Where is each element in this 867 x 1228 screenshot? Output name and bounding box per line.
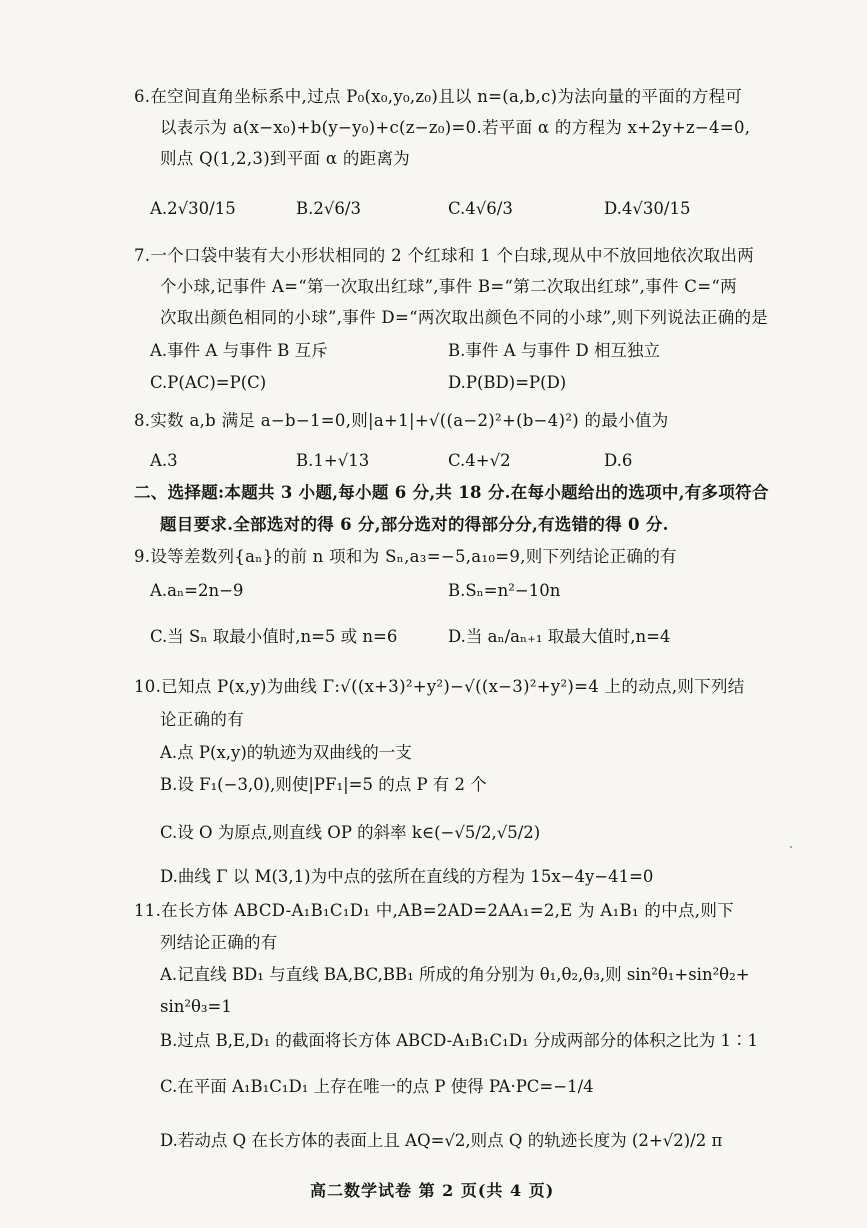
page-footer: 高二数学试卷 第 2 页(共 4 页): [310, 1181, 555, 1200]
q9-option-b: B.Sₙ=n²−10n: [448, 581, 561, 600]
q8-option-c: C.4+√2: [448, 451, 511, 470]
q8-line1: 8.实数 a,b 满足 a−b−1=0,则|a+1|+√((a−2)²+(b−4)²) 的最小值为: [134, 411, 669, 430]
q11-option-b: B.过点 B,E,D₁ 的截面将长方体 ABCD-A₁B₁C₁D₁ 分成两部分的体积之比为 1∶1: [160, 1031, 759, 1050]
q6-option-c: C.4√6/3: [448, 199, 513, 218]
q10-option-d: D.曲线 Γ 以 M(3,1)为中点的弦所在直线的方程为 15x−4y−41=0: [160, 867, 654, 886]
q6-line3: 则点 Q(1,2,3)到平面 α 的距离为: [160, 149, 411, 168]
q10-option-c: C.设 O 为原点,则直线 OP 的斜率 k∈(−√5/2,√5/2): [160, 823, 541, 842]
section2-line2: 题目要求.全部选对的得 6 分,部分选对的得部分分,有选错的得 0 分.: [160, 515, 669, 534]
q8-option-d: D.6: [604, 451, 633, 470]
q9-line1: 9.设等差数列{aₙ}的前 n 项和为 Sₙ,a₃=−5,a₁₀=9,则下列结论正确的有: [134, 547, 677, 566]
section2-line1: 二、选择题:本题共 3 小题,每小题 6 分,共 18 分.在每小题给出的选项中,有多项符合: [134, 483, 769, 502]
q7-option-b: B.事件 A 与事件 D 相互独立: [448, 341, 660, 360]
q7-line2: 个小球,记事件 A=“第一次取出红球”,事件 B=“第二次取出红球”,事件 C=“两: [160, 277, 737, 296]
q9-option-a: A.aₙ=2n−9: [150, 581, 244, 600]
q6-option-a: A.2√30/15: [150, 199, 236, 218]
q8-option-b: B.1+√13: [296, 451, 370, 470]
q11-option-c: C.在平面 A₁B₁C₁D₁ 上存在唯一的点 P 使得 PA·PC=−1/4: [160, 1077, 594, 1096]
scan-speck: [790, 846, 792, 848]
q6-option-b: B.2√6/3: [296, 199, 361, 218]
q9-option-d: D.当 aₙ/aₙ₊₁ 取最大值时,n=4: [448, 627, 671, 646]
q7-option-a: A.事件 A 与事件 B 互斥: [150, 341, 328, 360]
q7-line3: 次取出颜色相同的小球”,事件 D=“两次取出颜色不同的小球”,则下列说法正确的是: [160, 308, 769, 327]
q6-line2: 以表示为 a(x−x₀)+b(y−y₀)+c(z−z₀)=0.若平面 α 的方程为 x+2y+z−4=0,: [160, 118, 751, 137]
q9-option-c: C.当 Sₙ 取最小值时,n=5 或 n=6: [150, 627, 398, 646]
q11-line1: 11.在长方体 ABCD-A₁B₁C₁D₁ 中,AB=2AD=2AA₁=2,E 为 A₁B₁ 的中点,则下: [134, 901, 734, 920]
q11-option-a-line2: sin²θ₃=1: [160, 997, 232, 1016]
q7-line1: 7.一个口袋中装有大小形状相同的 2 个红球和 1 个白球,现从中不放回地依次取出两: [134, 246, 755, 265]
q11-line2: 列结论正确的有: [160, 933, 278, 952]
q6-option-d: D.4√30/15: [604, 199, 691, 218]
q11-option-d: D.若动点 Q 在长方体的表面上且 AQ=√2,则点 Q 的轨迹长度为 (2+√2)/2 π: [160, 1131, 723, 1150]
q10-option-b: B.设 F₁(−3,0),则使|PF₁|=5 的点 P 有 2 个: [160, 775, 487, 794]
q8-option-a: A.3: [150, 451, 178, 470]
q7-option-d: D.P(BD)=P(D): [448, 373, 567, 392]
q7-option-c: C.P(AC)=P(C): [150, 373, 267, 392]
q6-line1: 6.在空间直角坐标系中,过点 P₀(x₀,y₀,z₀)且以 n=(a,b,c)为法向量的平面的方程可: [134, 87, 743, 106]
q10-option-a: A.点 P(x,y)的轨迹为双曲线的一支: [160, 743, 412, 762]
q11-option-a-line1: A.记直线 BD₁ 与直线 BA,BC,BB₁ 所成的角分别为 θ₁,θ₂,θ₃,则 sin²θ₁+sin²θ₂+: [160, 965, 750, 984]
q10-line1: 10.已知点 P(x,y)为曲线 Γ:√((x+3)²+y²)−√((x−3)²+y²)=4 上的动点,则下列结: [134, 677, 745, 696]
q10-line2: 论正确的有: [160, 710, 244, 729]
